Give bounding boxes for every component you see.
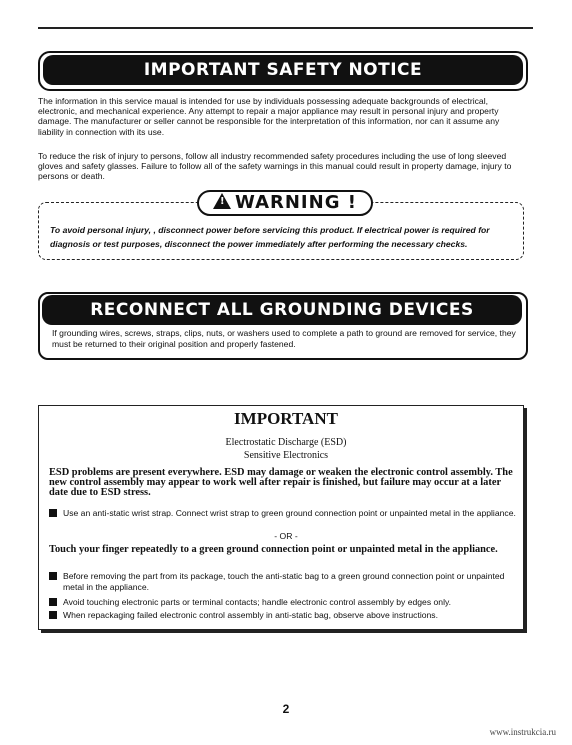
grounding-text: If grounding wires, screws, straps, clips, nuts, or washers used to complete a path to ground are removed for service, they must be returned to their original position and properly fastened. (52, 328, 516, 349)
square-bullet-icon (49, 572, 57, 580)
bullet-text: Avoid touching electronic parts or terminal contacts; handle electronic control assembly by edges only. (63, 597, 452, 607)
top-rule (38, 27, 533, 29)
bullet-text: Use an anti-static wrist strap. Connect wrist strap to green ground connection point or unpainted metal in the appliance. (63, 508, 516, 518)
page-number: 2 (282, 702, 290, 716)
warning-label (197, 190, 373, 216)
important-subtitle-esd: Electrostatic Discharge (ESD) (225, 437, 347, 448)
bullet-wrist-strap (49, 508, 519, 519)
esd-paragraph: ESD problems are present everywhere. ESD may damage or weaken the electronic control assembly. The new control assembly may appear to work well after repair is finished, but failure may occur at a later date due to ESD stress. (49, 467, 513, 498)
warning-triangle-icon: ! (213, 193, 231, 209)
warning-text: To avoid personal injury, , disconnect power before servicing this product. If electrical power is required for diagnosis or test purposes, disconnect the power immediately after performing the necessary checks. (50, 225, 490, 249)
safety-paragraph-1: The information in this service maual is intended for use by individuals possessing adequate backgrounds of electrical, electronic, and mechanical experience. Any attempt to repair a major appliance may result in personal injury and property damage. The manufacturer or seller cannot be responsible for the interpretation of this information, nor can it assume any liability in connection with its use. (38, 96, 500, 137)
bullet-repackaging (49, 610, 519, 621)
bullet-avoid-touching (49, 597, 519, 608)
grounding-title: RECONNECT ALL GROUNDING DEVICES (42, 295, 522, 325)
square-bullet-icon (49, 611, 57, 619)
or-separator: - OR - (274, 531, 298, 541)
safety-paragraph-2: To reduce the risk of injury to persons, follow all industry recommended safety procedures including the use of long sleeved gloves and safety glasses. Failure to follow all of the safety warnings in this manual could result in property damage, injury to persons or death. (38, 151, 512, 182)
important-subtitle-electronics: Sensitive Electronics (243, 450, 329, 461)
bullet-anti-static-bag (49, 571, 519, 592)
bullet-text: When repackaging failed electronic control assembly in anti-static bag, observe above instructions. (63, 610, 438, 620)
important-title: IMPORTANT (234, 409, 338, 428)
watermark: www.instrukcia.ru (489, 727, 556, 737)
square-bullet-icon (49, 509, 57, 517)
warning-label-text: WARNING ! (235, 192, 357, 213)
bullet-text: Before removing the part from its package, touch the anti-static bag to a green ground connection point or unpainted metal in the appliance. (63, 571, 505, 592)
touch-paragraph: Touch your finger repeatedly to a green ground connection point or unpainted metal in the appliance. (49, 544, 498, 555)
square-bullet-icon (49, 598, 57, 606)
safety-notice-title: IMPORTANT SAFETY NOTICE (43, 55, 523, 85)
